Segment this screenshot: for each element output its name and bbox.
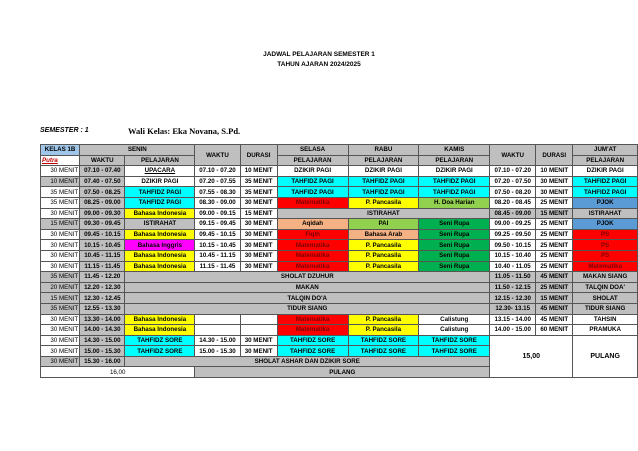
subject-cell: PJOK (573, 197, 638, 208)
header-row-1 (41, 145, 638, 156)
time-cell: 07.50 - 08.20 (490, 187, 536, 198)
end-time: 16,00 (41, 367, 195, 378)
time-cell: 11.05 - 11.50 (490, 272, 536, 283)
time-cell: 10.15 - 10.45 (195, 240, 240, 251)
duration-cell: 35 MENIT (41, 187, 80, 198)
subject-cell: Bahasa Indonesia (125, 250, 195, 261)
subject-cell: Bahasa Indonesia (125, 325, 195, 336)
duration-cell: 30 MENIT (536, 176, 573, 187)
duration-cell (240, 325, 277, 336)
subject-cell: DZIKIR PAGI (348, 166, 419, 177)
time-cell: 07.10 - 07.20 (195, 166, 240, 177)
subject-cell: Bahasa Indonesia (125, 261, 195, 272)
time-cell: 09.00 - 09.30 (80, 208, 125, 219)
break-cell: ISTIRAHAT (277, 208, 489, 219)
subject-cell: TAHFIDZ SORE (348, 346, 419, 357)
subject-cell: PJOK (573, 219, 638, 230)
subject-cell: PS (573, 250, 638, 261)
duration-cell: 30 MENIT (536, 187, 573, 198)
time-cell: 15.00 - 15.30 (80, 346, 125, 357)
time-cell (195, 325, 240, 336)
table-row (41, 219, 638, 230)
subject-cell: PS (573, 240, 638, 251)
time-cell: 10.15 - 10.40 (490, 250, 536, 261)
time-cell: 09.45 - 10.15 (195, 229, 240, 240)
subject-cell: SHOLAT (573, 293, 638, 304)
subject-cell: Bahasa Arab (348, 229, 419, 240)
activity-cell: TALQIN DO'A (125, 293, 490, 304)
duration-cell: 15 MENIT (41, 219, 80, 230)
col-pelajaran-wednesday: PELAJARAN (348, 155, 419, 166)
subject-cell: TAHFIDZ PAGI (125, 197, 195, 208)
day-friday: JUM'AT (573, 145, 638, 156)
subject-cell: Seni Rupa (419, 219, 490, 230)
subject-cell: Seni Rupa (419, 250, 490, 261)
subject-cell: Seni Rupa (419, 229, 490, 240)
schedule-table (40, 144, 638, 378)
table-row (41, 272, 638, 283)
time-cell: 10.15 - 10.45 (80, 240, 125, 251)
duration-cell: 30 MENIT (240, 250, 277, 261)
duration-cell: 10 MENIT (536, 166, 573, 177)
activity-cell: SHOLAT ASHAR DAN DZIKIR SORE (125, 356, 490, 367)
table-row (41, 335, 638, 346)
duration-cell: 60 MENIT (536, 325, 573, 336)
time-cell: 08.30 - 09.00 (195, 197, 240, 208)
time-cell: 09.30 - 09.45 (80, 219, 125, 230)
subject-cell: TAHFIDZ PAGI (573, 187, 638, 198)
activity-cell: MAKAN (125, 282, 490, 293)
table-row (41, 240, 638, 251)
time-cell: 13.30 - 14.00 (80, 314, 125, 325)
subject-cell: Matematika (277, 314, 348, 325)
time-cell: 14.30 - 15.00 (80, 335, 125, 346)
table-row (41, 166, 638, 177)
subject-cell: TAHFIDZ SORE (125, 335, 195, 346)
duration-cell: 30 MENIT (41, 261, 80, 272)
subject-cell: Matematika (277, 325, 348, 336)
duration-cell: 30 MENIT (41, 346, 80, 357)
time-cell: 14.00 - 14.30 (80, 325, 125, 336)
table-row (41, 250, 638, 261)
subject-cell: TAHFIDZ PAGI (573, 176, 638, 187)
subject-cell: DZIKIR PAGI (573, 166, 638, 177)
subject-cell: P. Pancasila (348, 325, 419, 336)
time-cell: 12.55 - 13.30 (80, 303, 125, 314)
subject-cell: DZIKIR PAGI (419, 166, 490, 177)
table-row (41, 208, 638, 219)
duration-cell: 45 MENIT (536, 314, 573, 325)
subject-cell: Matematika (277, 261, 348, 272)
subject-cell: TIDUR SIANG (573, 303, 638, 314)
table-row (41, 197, 638, 208)
subject-cell: TAHFIDZ SORE (277, 335, 348, 346)
subject-cell: Matematika (277, 197, 348, 208)
duration-cell: 30 MENIT (41, 335, 80, 346)
subject-cell: TAHFIDZ PAGI (419, 187, 490, 198)
subject-cell: Bahasa Indonesia (125, 314, 195, 325)
subject-cell: ISTIRAHAT (573, 208, 638, 219)
col-waktu-monday: WAKTU (80, 155, 125, 166)
time-cell: 10.45 - 11.15 (195, 250, 240, 261)
putra-label: Putra (41, 155, 80, 166)
time-cell: 15.00 - 15.30 (195, 346, 240, 357)
subject-cell: TALQIN DOA' (573, 282, 638, 293)
subject-cell: TAHFIDZ SORE (125, 346, 195, 357)
friday-end-label: PULANG (573, 335, 638, 377)
duration-cell: 15 MENIT (41, 293, 80, 304)
time-cell: 12.20 - 12.30 (80, 282, 125, 293)
subject-cell: TAHFIDZ PAGI (348, 187, 419, 198)
time-cell: 11.45 - 12.20 (80, 272, 125, 283)
duration-cell: 15 MENIT (536, 293, 573, 304)
subject-cell: TAHSIN (573, 314, 638, 325)
time-cell: 08.45 - 09.00 (490, 208, 536, 219)
time-cell: 09.45 - 10.15 (80, 229, 125, 240)
duration-cell: 30 MENIT (240, 219, 277, 230)
duration-cell: 30 MENIT (41, 250, 80, 261)
subject-cell: PS (573, 229, 638, 240)
table-row (41, 261, 638, 272)
schedule-title: JADWAL PELAJARAN SEMESTER 1 (263, 51, 375, 58)
subject-cell: Seni Rupa (419, 240, 490, 251)
time-cell: 11.15 - 11.45 (80, 261, 125, 272)
duration-cell: 30 MENIT (240, 261, 277, 272)
duration-cell: 30 MENIT (240, 240, 277, 251)
day-wednesday: RABU (348, 145, 419, 156)
table-row (41, 314, 638, 325)
subject-cell: Bahasa Inggris (125, 240, 195, 251)
subject-cell: TAHFIDZ SORE (348, 335, 419, 346)
semester-label: SEMESTER : 1 (40, 127, 89, 134)
subject-cell: P. Pancasila (348, 261, 419, 272)
duration-cell: 30 MENIT (41, 325, 80, 336)
time-cell (195, 314, 240, 325)
subject-cell: Calistung (419, 325, 490, 336)
duration-cell: 35 MENIT (41, 197, 80, 208)
duration-cell: 30 MENIT (41, 208, 80, 219)
subject-cell: Bahasa Indonesia (125, 208, 195, 219)
table-row (41, 176, 638, 187)
duration-cell: 30 MENIT (240, 346, 277, 357)
subject-cell: PAI (348, 219, 419, 230)
duration-cell: 35 MENIT (240, 187, 277, 198)
duration-cell: 35 MENIT (41, 303, 80, 314)
col-waktu-friday: WAKTU (490, 145, 536, 166)
time-cell: 09.00 - 09.15 (195, 208, 240, 219)
subject-cell: TAHFIDZ PAGI (277, 187, 348, 198)
subject-cell: TAHFIDZ SORE (419, 346, 490, 357)
subject-cell: Matematika (277, 240, 348, 251)
duration-cell: 35 MENIT (240, 176, 277, 187)
duration-cell: 25 MENIT (536, 250, 573, 261)
subject-cell: P. Pancasila (348, 314, 419, 325)
duration-cell: 10 MENIT (41, 176, 80, 187)
time-cell: 10.45 - 11.15 (80, 250, 125, 261)
subject-cell: Matematika (277, 250, 348, 261)
activity-cell: TIDUR SIANG (125, 303, 490, 314)
subject-cell: Matematika (573, 261, 638, 272)
subject-cell: H. Doa Harian (419, 197, 490, 208)
duration-cell: 15 MENIT (536, 208, 573, 219)
table-row (41, 293, 638, 304)
duration-cell: 25 MENIT (536, 282, 573, 293)
subject-cell: P. Pancasila (348, 250, 419, 261)
duration-cell: 25 MENIT (536, 219, 573, 230)
col-pelajaran-friday: PELAJARAN (573, 155, 638, 166)
time-cell: 09.50 - 10.15 (490, 240, 536, 251)
time-cell: 14.30 - 15.00 (195, 335, 240, 346)
duration-cell: 30 MENIT (41, 229, 80, 240)
duration-cell: 30 MENIT (41, 166, 80, 177)
activity-cell: SHOLAT DZUHUR (125, 272, 490, 283)
time-cell: 07.20 - 07.50 (490, 176, 536, 187)
subject-cell: TAHFIDZ PAGI (125, 187, 195, 198)
duration-cell: 45 MENIT (536, 303, 573, 314)
time-cell: 11.15 - 11.45 (195, 261, 240, 272)
table-row (41, 229, 638, 240)
subject-cell: TAHFIDZ PAGI (348, 176, 419, 187)
time-cell: 07.55 - 08.30 (195, 187, 240, 198)
duration-cell (240, 314, 277, 325)
subject-cell: Bahasa Indonesia (125, 229, 195, 240)
subject-cell: Seni Rupa (419, 261, 490, 272)
time-cell: 13.15 - 14.00 (490, 314, 536, 325)
col-durasi-friday: DURASI (536, 145, 573, 166)
col-pelajaran-tuesday: PELAJARAN (277, 155, 348, 166)
duration-cell: 25 MENIT (536, 261, 573, 272)
subject-cell: DZIKIR PAGI (277, 166, 348, 177)
time-cell: 07.20 - 07.55 (195, 176, 240, 187)
time-cell: 08.20 - 08.45 (490, 197, 536, 208)
time-cell: 07.10 - 07.20 (490, 166, 536, 177)
duration-cell: 35 MENIT (41, 272, 80, 283)
duration-cell: 45 MENIT (536, 272, 573, 283)
day-thursday: KAMIS (419, 145, 490, 156)
homeroom-teacher: Wali Kelas: Eka Novana, S.Pd. (128, 126, 241, 136)
duration-cell: 25 MENIT (536, 197, 573, 208)
subject-cell: TAHFIDZ SORE (277, 346, 348, 357)
subject-cell: TAHFIDZ PAGI (419, 176, 490, 187)
subject-cell: DZIKIR PAGI (125, 176, 195, 187)
duration-cell: 30 MENIT (41, 240, 80, 251)
time-cell: 09.00 - 09.25 (490, 219, 536, 230)
time-cell: 12.30 - 12.45 (80, 293, 125, 304)
time-cell: 15.30 - 16.00 (80, 356, 125, 367)
time-cell: 12.15 - 12.30 (490, 293, 536, 304)
time-cell: 12.30- 13.15 (490, 303, 536, 314)
duration-cell: 10 MENIT (240, 166, 277, 177)
time-cell: 09.15 - 09.45 (195, 219, 240, 230)
time-cell: 08.25 - 09.00 (80, 197, 125, 208)
duration-cell: 20 MENIT (41, 282, 80, 293)
col-waktu: WAKTU (195, 145, 240, 166)
duration-cell: 15 MENIT (240, 208, 277, 219)
school-year: TAHUN AJARAN 2024/2025 (277, 61, 361, 68)
subject-cell: PRAMUKA (573, 325, 638, 336)
friday-end-time: 15,00 (490, 335, 573, 377)
time-cell: 10.40 - 11.05 (490, 261, 536, 272)
class-label: KELAS 1B (41, 145, 80, 156)
subject-cell: TAHFIDZ PAGI (277, 176, 348, 187)
time-cell: 09.25 - 09.50 (490, 229, 536, 240)
subject-cell: TAHFIDZ SORE (419, 335, 490, 346)
time-cell: 07.10 - 07.40 (80, 166, 125, 177)
duration-cell: 25 MENIT (536, 229, 573, 240)
subject-cell: ISTIRAHAT (125, 219, 195, 230)
table-row (41, 187, 638, 198)
day-tuesday: SELASA (277, 145, 348, 156)
duration-cell: 25 MENIT (536, 240, 573, 251)
subject-cell: MAKAN SIANG (573, 272, 638, 283)
day-monday: SENIN (80, 145, 195, 156)
time-cell: 11.50 - 12.15 (490, 282, 536, 293)
col-pelajaran-thursday: PELAJARAN (419, 155, 490, 166)
time-cell: 14.00 - 15.00 (490, 325, 536, 336)
time-cell: 07.50 - 08.25 (80, 187, 125, 198)
subject-cell: UPACARA (125, 166, 195, 177)
subject-cell: Calistung (419, 314, 490, 325)
duration-cell: 30 MENIT (41, 356, 80, 367)
table-row (41, 325, 638, 336)
subject-cell: P. Pancasila (348, 197, 419, 208)
table-row (41, 303, 638, 314)
col-durasi: DURASI (240, 145, 277, 166)
duration-cell: 30 MENIT (240, 335, 277, 346)
col-pelajaran-monday: PELAJARAN (125, 155, 195, 166)
duration-cell: 30 MENIT (240, 197, 277, 208)
duration-cell: 30 MENIT (41, 314, 80, 325)
time-cell: 07.40 - 07.50 (80, 176, 125, 187)
end-label: PULANG (195, 367, 490, 378)
subject-cell: P. Pancasila (348, 240, 419, 251)
subject-cell: Aqidah (277, 219, 348, 230)
subject-cell: Fiqih (277, 229, 348, 240)
duration-cell: 30 MENIT (240, 229, 277, 240)
table-row (41, 282, 638, 293)
